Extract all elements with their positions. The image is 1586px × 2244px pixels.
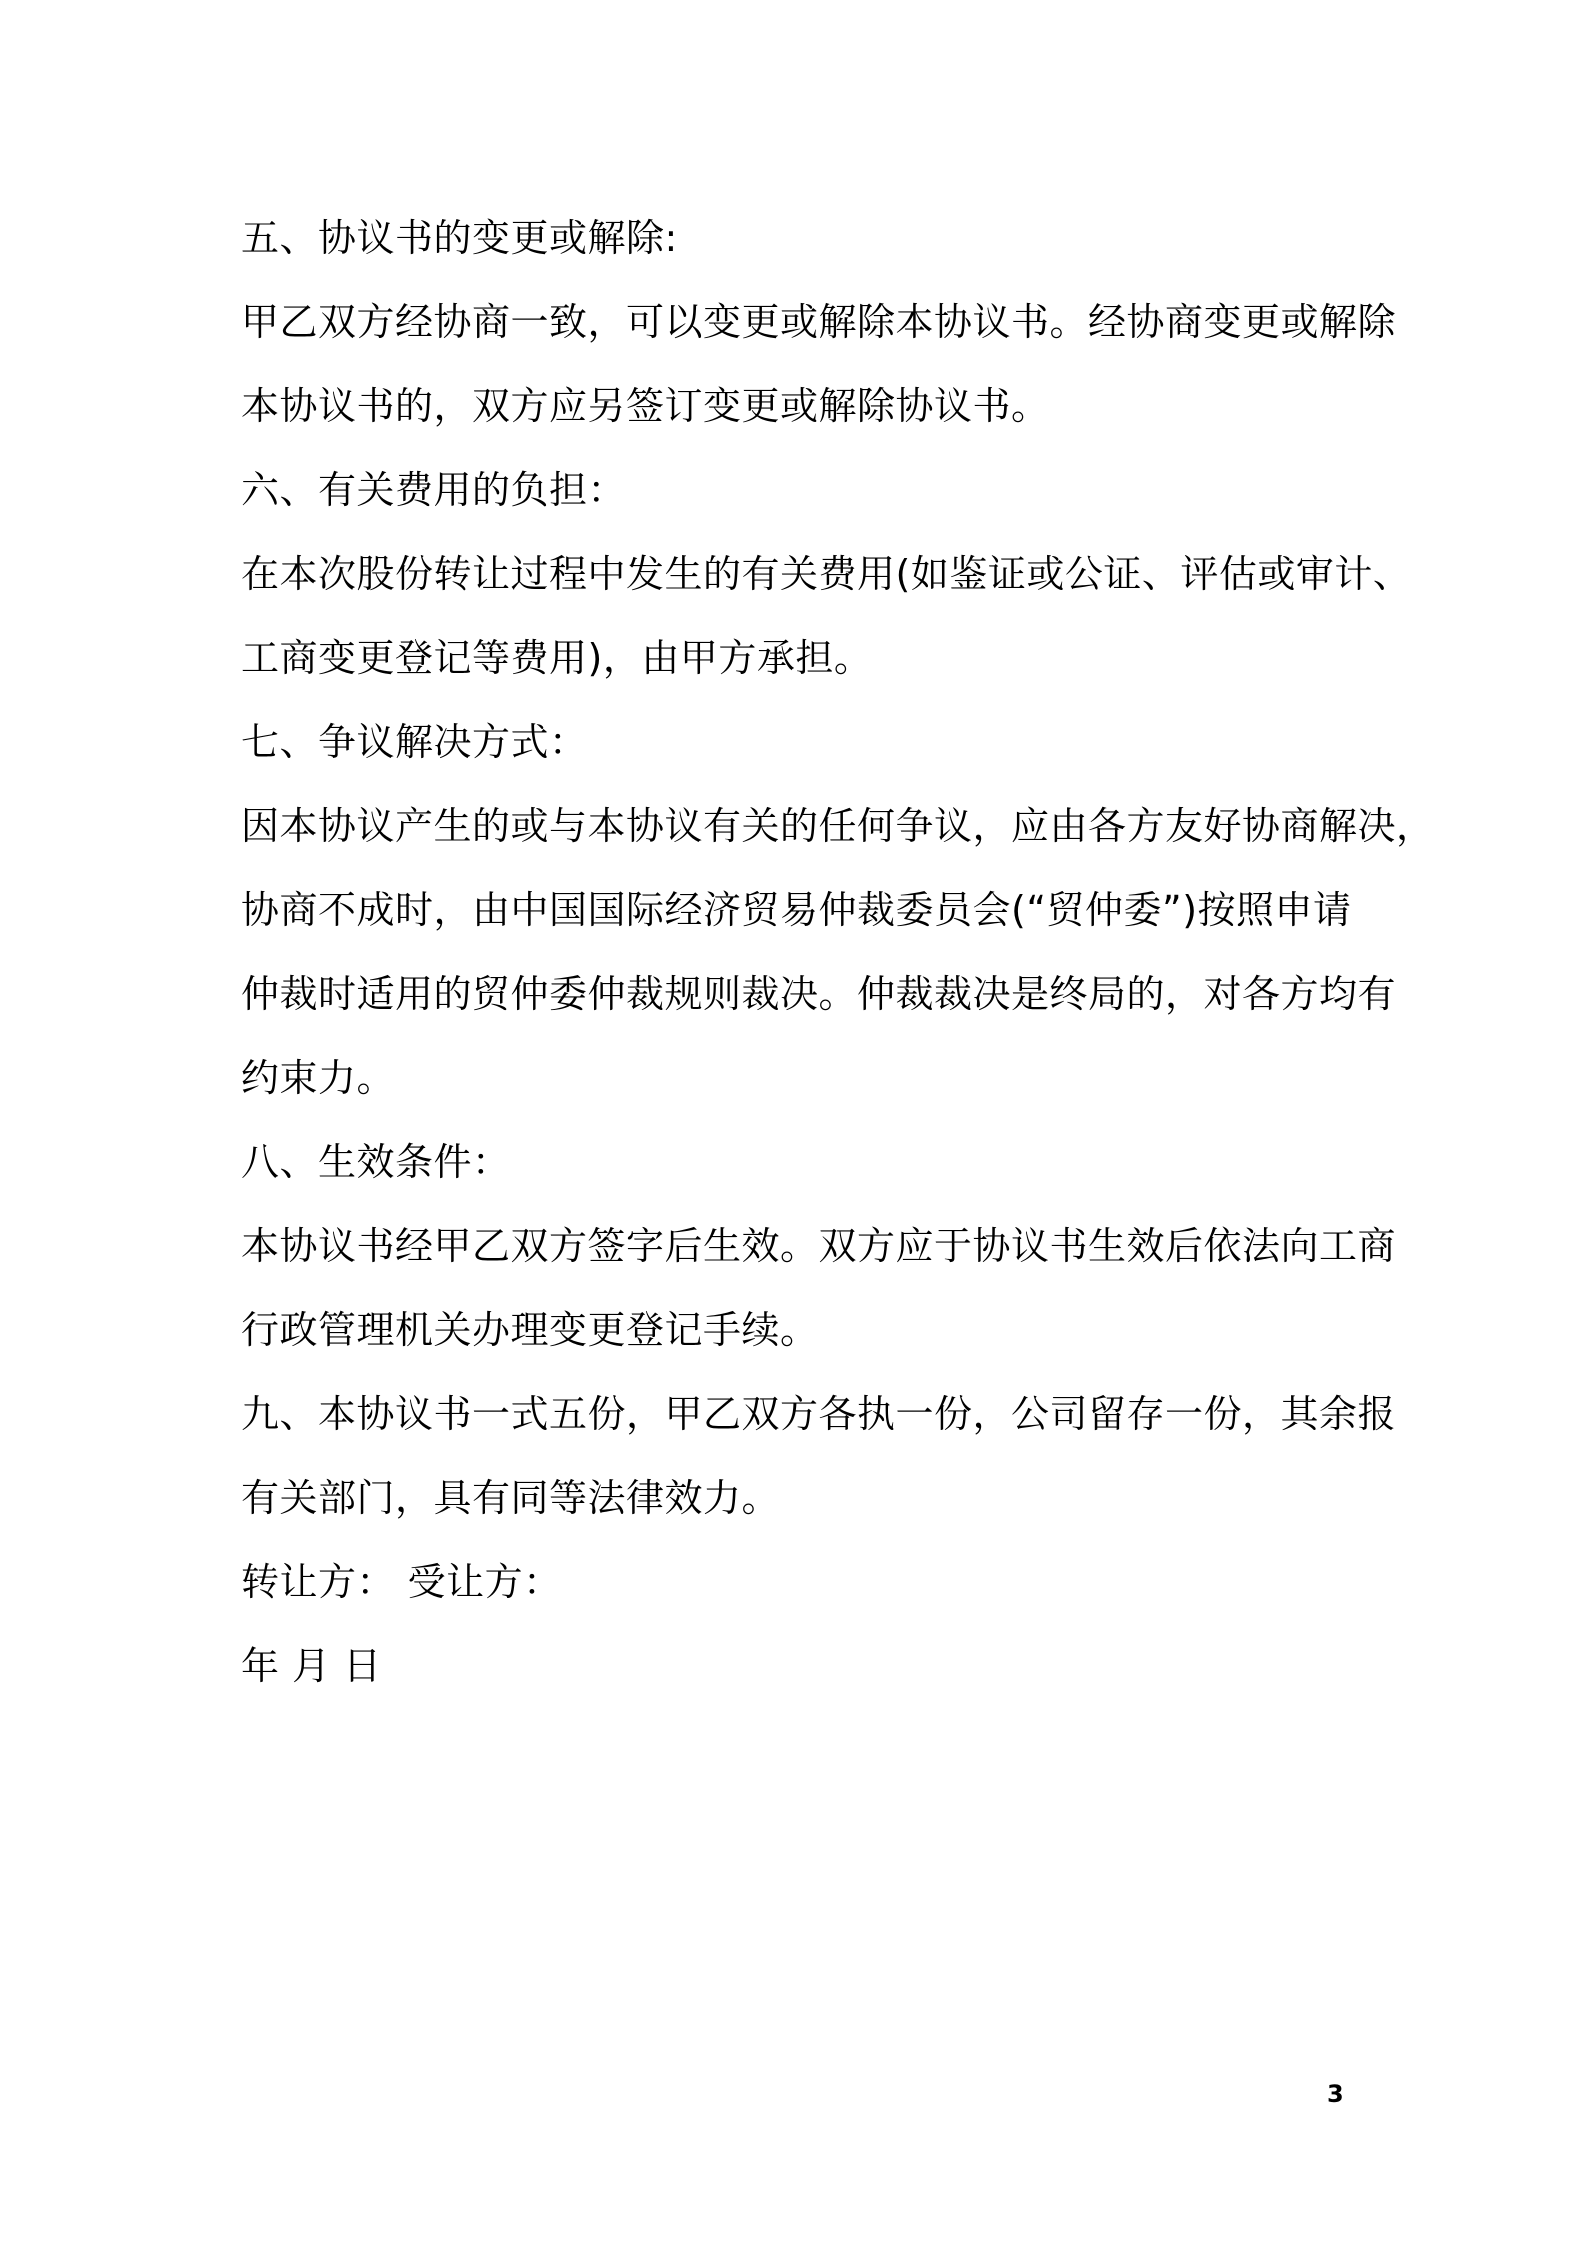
paragraph-line: 本协议书经甲乙双方签字后生效。双方应于协议书生效后依法向工商 bbox=[241, 1224, 1397, 1268]
signature-parties: 转让方： 受让方： bbox=[241, 1560, 562, 1604]
section-heading-effect: 八、生效条件： bbox=[241, 1140, 511, 1184]
paragraph-line: 协商不成时，由中国国际经济贸易仲裁委员会(“贸仲委”)按照申请 bbox=[241, 888, 1352, 932]
paragraph-line: 工商变更登记等费用)，由甲方承担。 bbox=[241, 636, 873, 680]
document-body bbox=[241, 196, 1435, 1708]
signature-date: 年 月 日 bbox=[241, 1644, 382, 1688]
paragraph-line: 有关部门，具有同等法律效力。 bbox=[241, 1476, 781, 1520]
section-heading-fees: 六、有关费用的负担： bbox=[241, 468, 627, 512]
paragraph-line: 在本次股份转让过程中发生的有关费用(如鉴证或公证、评估或审计、 bbox=[241, 552, 1412, 596]
page-number: 3 bbox=[1327, 2080, 1344, 2108]
section-heading-amendment: 五、协议书的变更或解除: bbox=[241, 216, 678, 260]
paragraph-line: 因本协议产生的或与本协议有关的任何争议，应由各方友好协商解决， bbox=[241, 804, 1435, 848]
section-heading-dispute: 七、争议解决方式： bbox=[241, 720, 588, 764]
section-heading-copies: 九、本协议书一式五份，甲乙双方各执一份，公司留存一份，其余报 bbox=[241, 1392, 1397, 1436]
paragraph-line: 约束力。 bbox=[241, 1056, 396, 1100]
paragraph-line: 本协议书的，双方应另签订变更或解除协议书。 bbox=[241, 384, 1050, 428]
paragraph-line: 甲乙双方经协商一致，可以变更或解除本协议书。经协商变更或解除 bbox=[241, 300, 1397, 344]
paragraph-line: 行政管理机关办理变更登记手续。 bbox=[241, 1308, 819, 1352]
paragraph-line: 仲裁时适用的贸仲委仲裁规则裁决。仲裁裁决是终局的，对各方均有 bbox=[241, 972, 1397, 1016]
